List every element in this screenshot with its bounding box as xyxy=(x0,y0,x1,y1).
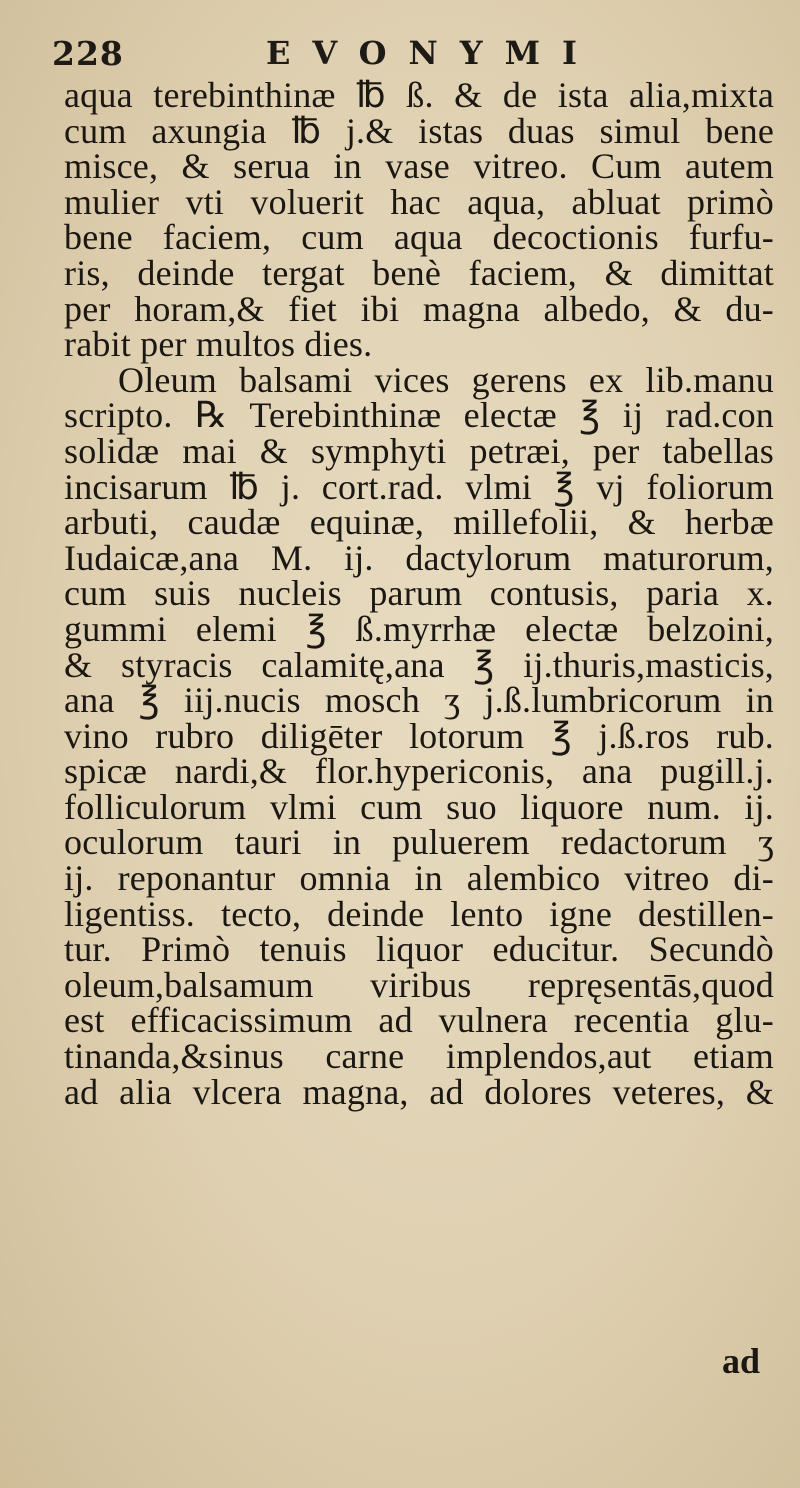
text-line: mulier vti voluerit hac aqua, abluat primò xyxy=(64,181,774,222)
paragraph-start-line: Oleum balsami vices gerens ex lib.manu xyxy=(118,359,774,400)
text-line: ris, deinde tergat benè faciem, & dimittat xyxy=(64,252,774,293)
text-line: vino rubro diligēter lotorum ℥ j.ß.ros rub. xyxy=(64,715,774,756)
text-line: incisarum ℔ j. cort.rad. vlmi ℥ vj foliorum xyxy=(64,466,774,507)
text-line: arbuti, caudæ equinæ, millefolii, & herbæ xyxy=(64,502,774,543)
text-line: tur. Primò tenuis liquor educitur. Secundò xyxy=(64,929,774,970)
text-line: solidæ mai & symphyti petræi, per tabellas xyxy=(64,430,774,471)
text-line: ad alia vlcera magna, ad dolores veteres, & xyxy=(64,1071,774,1112)
text-line: rabit per multos dies. xyxy=(64,324,373,365)
text-line: gummi elemi ℥ ß.myrrhæ electæ belzoini, xyxy=(64,608,774,649)
text-line: ana ℥ iij.nucis mosch ʒ j.ß.lumbricorum in xyxy=(64,680,774,721)
page-header xyxy=(52,30,752,76)
text-line: scripto. ℞ Terebinthinæ electæ ℥ ij rad.con xyxy=(64,395,774,436)
catchword: ad xyxy=(721,1341,760,1381)
text-line: spicæ nardi,& flor.hypericonis, ana pugill.j. xyxy=(64,751,774,792)
text-line: & styracis calamitę,ana ℥ ij.thuris,masticis, xyxy=(64,644,774,685)
body-text xyxy=(64,75,774,1112)
text-line: cum axungia ℔ j.& istas duas simul bene xyxy=(64,110,774,151)
text-line: ij. reponantur omnia in alembico vitreo di- xyxy=(64,858,774,899)
running-head: EVONYMI xyxy=(266,34,600,72)
text-line: tinanda,&sinus carne implendos,aut etiam xyxy=(64,1036,774,1077)
text-line: aqua terebinthinæ ℔ ß. & de ista alia,mixta xyxy=(64,75,774,115)
text-line: oculorum tauri in puluerem redactorum ʒ xyxy=(64,822,774,863)
text-line: oleum,balsamum viribus repręsentās,quod xyxy=(64,964,774,1005)
text-line: folliculorum vlmi cum suo liquore num. ij. xyxy=(64,786,774,827)
page-number: 228 xyxy=(52,34,124,73)
text-line: est efficacissimum ad vulnera recentia glu- xyxy=(64,1000,774,1041)
text-line: misce, & serua in vase vitreo. Cum autem xyxy=(64,146,774,187)
text-line: Iudaicæ,ana M. ij. dactylorum maturorum, xyxy=(64,537,774,578)
text-line: per horam,& fiet ibi magna albedo, & du- xyxy=(64,288,774,329)
text-line: ligentiss. tecto, deinde lento igne destillen- xyxy=(64,893,774,934)
text-line: bene faciem, cum aqua decoctionis furfu- xyxy=(64,217,774,258)
text-line: cum suis nucleis parum contusis, paria x. xyxy=(64,573,774,614)
